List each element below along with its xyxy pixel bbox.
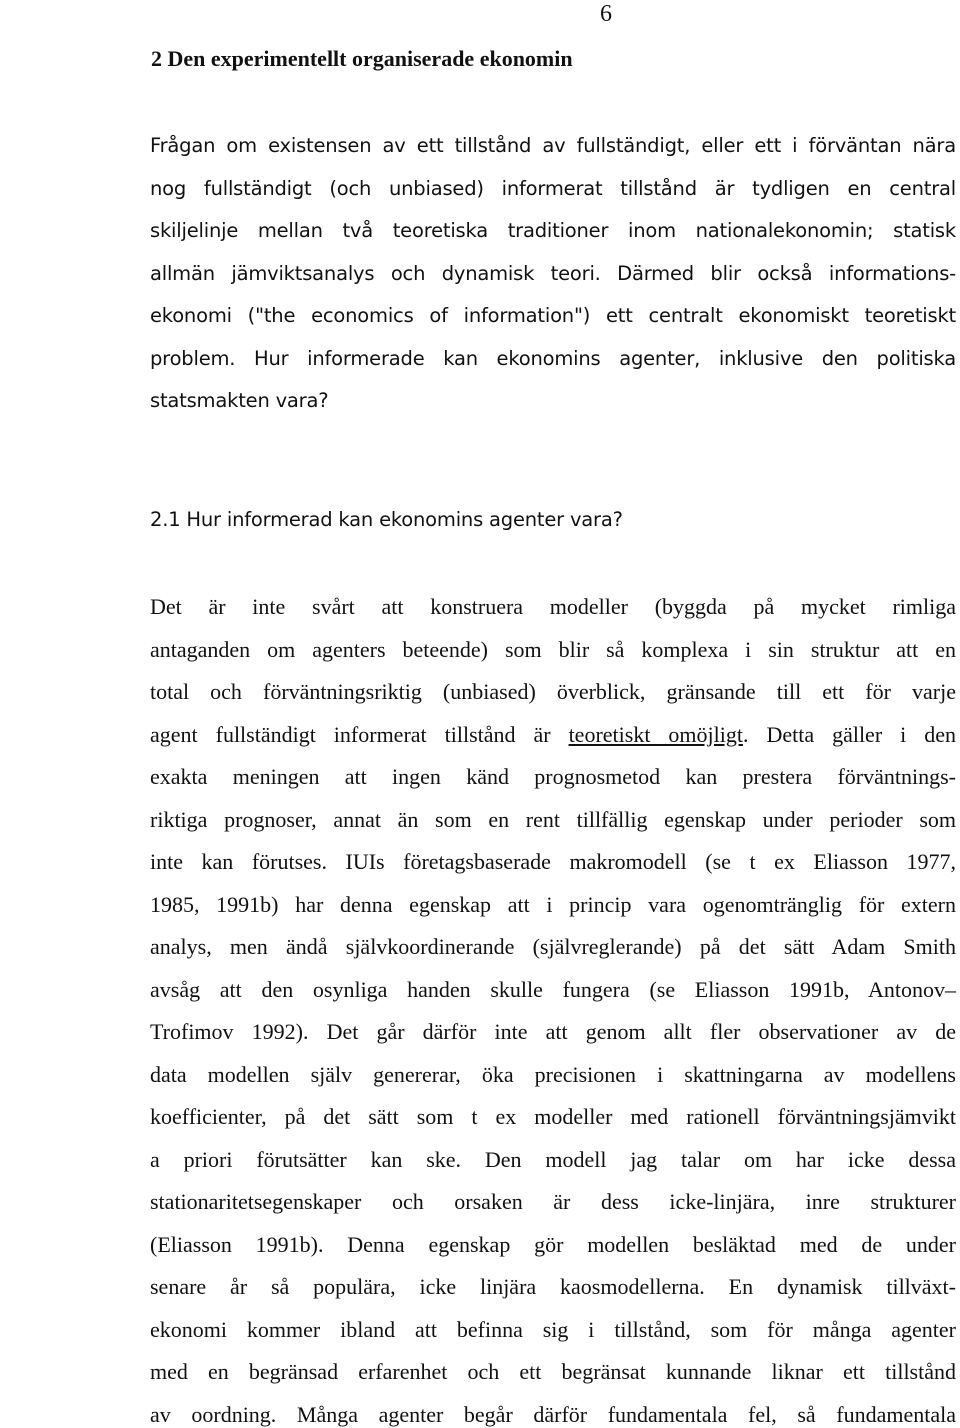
paragraph-line xyxy=(150,714,956,757)
paragraph-line: Frågan om existensen av ett tillstånd av fullständigt, eller ett i förväntan nära xyxy=(150,134,956,157)
paragraph-line: med en begränsad erfarenhet och ett begränsat kunnande liknar ett tillstånd xyxy=(150,1359,956,1384)
chapter-title: 2 Den experimentellt organiserade ekonomin xyxy=(151,46,573,71)
paragraph-line: antaganden om agenters beteende) som blir så komplexa i sin struktur att en xyxy=(150,636,956,662)
body-paragraph xyxy=(150,586,956,1428)
paragraph-line: exakta meningen att ingen känd prognosmetod kan prestera förväntnings- xyxy=(150,764,956,789)
paragraph-line: Det är inte svårt att konstruera modeller (byggda på mycket rimliga xyxy=(150,594,956,619)
line-text-before: agent fullständigt informerat tillstånd är xyxy=(150,721,569,747)
section-heading: 2.1 Hur informerad kan ekonomins agenter vara? xyxy=(150,508,623,531)
paragraph-line: inte kan förutses. IUIs företagsbaserade makromodell (se t ex Eliasson 1977, xyxy=(150,849,956,874)
paragraph-line: 1985, 1991b) har denna egenskap att i princip vara ogenomtränglig för extern xyxy=(150,891,956,917)
paragraph-line: riktiga prognoser, annat än som en rent tillfällig egenskap under perioder som xyxy=(150,806,956,832)
underlined-phrase: teoretiskt omöjligt xyxy=(568,721,743,747)
paragraph-line: data modellen själv genererar, öka precisionen i skattningarna av modellens xyxy=(150,1061,956,1087)
paragraph-line: koefficienter, på det sätt som t ex modeller med rationell förväntningsjämvikt xyxy=(150,1104,956,1129)
paragraph-line: senare år så populära, icke linjära kaosmodellerna. En dynamisk tillväxt- xyxy=(150,1274,956,1299)
paragraph-line: (Eliasson 1991b). Denna egenskap gör modellen besläktad med de under xyxy=(150,1231,956,1257)
paragraph-line: ekonomi ("the economics of information") ett centralt ekonomiskt teoretiskt xyxy=(150,304,956,327)
paragraph-line: total och förväntningsriktig (unbiased) överblick, gränsande till ett för varje xyxy=(150,679,956,704)
paragraph-line: Trofimov 1992). Det går därför inte att genom allt fler observationer av de xyxy=(150,1019,956,1044)
intro-paragraph xyxy=(150,125,956,423)
paragraph-line: ekonomi kommer ibland att befinna sig i tillstånd, som för många agenter xyxy=(150,1316,956,1342)
paragraph-line: av oordning. Många agenter begår därför fundamentala fel, så fundamentala xyxy=(150,1401,956,1427)
line-text-after: . Detta gäller i den xyxy=(742,721,956,747)
paragraph-line: analys, men ändå självkoordinerande (självreglerande) på det sätt Adam Smith xyxy=(150,934,956,959)
paragraph-line: allmän jämviktsanalys och dynamisk teori. Därmed blir också informations- xyxy=(150,261,956,285)
paragraph-line: stationaritetsegenskaper och orsaken är dess icke-linjära, inre strukturer xyxy=(150,1189,956,1214)
paragraph-line: statsmakten vara? xyxy=(150,389,329,412)
page-number: 6 xyxy=(600,1,612,27)
paragraph-line: nog fullständigt (och unbiased) informerat tillstånd är tydligen en central xyxy=(150,176,956,200)
paragraph-line: problem. Hur informerade kan ekonomins agenter, inklusive den politiska xyxy=(150,346,956,370)
paragraph-line: avsåg att den osynliga handen skulle fungera (se Eliasson 1991b, Antonov– xyxy=(150,976,956,1002)
paragraph-line: skiljelinje mellan två teoretiska traditioner inom nationalekonomin; statisk xyxy=(150,219,956,242)
paragraph-line: a priori förutsätter kan ske. Den modell jag talar om har icke dessa xyxy=(150,1146,956,1172)
